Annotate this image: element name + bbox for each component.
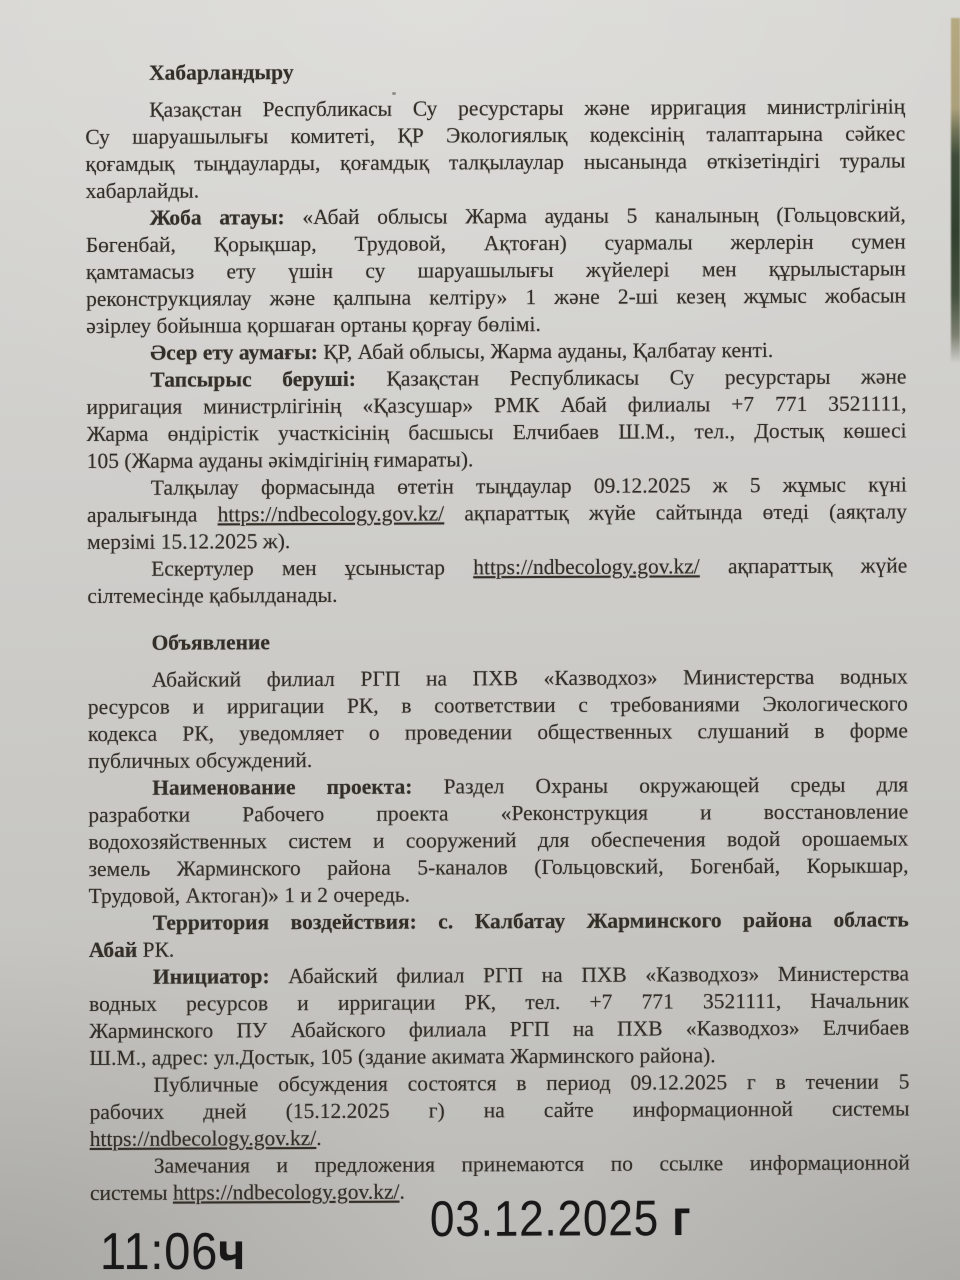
doc-line: Публичные обсуждения состоятся в период 09.12.2025 г в течении 5 [153, 1069, 910, 1097]
line-text: Ескертулер мен ұсыныстар [151, 555, 446, 581]
bold-lead: Инициатор: [152, 964, 270, 989]
ru-announcement-heading: Объявление [151, 630, 270, 655]
doc-line [87, 498, 907, 529]
date-stamp-suffix: г [672, 1189, 692, 1247]
doc-line: Жарма өндірістік участкісінің басшысы Елчибаев Ш.М., тел., Достық көшесі [86, 418, 907, 446]
doc-line: 105 (Жарма ауданы әкімдігінің ғимараты). [86, 447, 474, 473]
ecology-portal-url: https://ndbecology.gov.kz/ [172, 1179, 400, 1205]
ru-paragraph-discussions [89, 1068, 909, 1153]
doc-line [86, 201, 906, 232]
doc-line [89, 933, 909, 964]
bold-lead: Территория воздействия: с. Калбатау Жарминского района область [152, 907, 909, 935]
date-stamp-value: 03.12.2025 [429, 1190, 660, 1247]
line-text: системы [89, 1180, 168, 1205]
doc-line: Замечания и предложения принемаются по ссылке информационной [153, 1150, 910, 1178]
doc-line: сілтемесінде қабылданады. [87, 582, 338, 608]
line-text: . [316, 1125, 322, 1151]
bold-lead: Жоба атауы: [149, 205, 285, 230]
time-stamp-value: 11:06 [100, 1223, 219, 1280]
doc-line: Ш.М., адрес: ул.Достык, 105 (здание акимата Жарминского района). [89, 1043, 716, 1070]
doc-line: мерзімі 15.12.2025 ж). [87, 529, 291, 554]
kk-paragraph-intro [85, 93, 905, 205]
line-text: аралығында [86, 502, 198, 527]
doc-line: рабочих дней (15.12.2025 г) на сайте информационной системы [89, 1096, 910, 1124]
kk-paragraph-hearings [87, 471, 907, 556]
line-text: Қазақстан Республикасы Су ресурстары және [386, 364, 907, 391]
bold-lead: Тапсырыс беруші: [150, 366, 356, 392]
doc-line [89, 906, 909, 937]
doc-line [88, 771, 908, 802]
ecology-portal-url: https://ndbecology.gov.kz/ [473, 554, 700, 580]
kk-paragraph-remarks [87, 552, 907, 610]
ecology-portal-url: https://ndbecology.gov.kz/ [89, 1126, 317, 1151]
line-text: Раздел Охраны окружающей среды для [443, 772, 909, 799]
doc-line [90, 1122, 910, 1153]
kk-paragraph-impact-area [86, 336, 906, 367]
line-text: ақпараттық жүйе [727, 553, 908, 579]
ecology-portal-url: https://ndbecology.gov.kz/ [217, 501, 445, 527]
line-text: Абайский филиал РГП на ПХВ «Казводхоз» Министерства [288, 961, 910, 989]
doc-line: земель Жарминского района 5-каналов (Гольцовский, Богенбай, Корыкшар, [88, 853, 909, 881]
doc-line: разработки Рабочего проекта «Реконструкция и восстановление [88, 799, 909, 827]
kk-paragraph-customer [86, 363, 906, 475]
doc-line [86, 363, 906, 394]
doc-line: әзірлеу бойынша қоршаған ортаны қорғау бөлімі. [86, 312, 541, 338]
bold-lead: Наименование проекта: [152, 774, 413, 800]
doc-line: қоғамдық тыңдауларды, қоғамдық талқылаулар нысанында өткізетіндігі туралы [85, 148, 906, 176]
line-text: ақпараттық жүйе сайтында өтеді (аяқталу [464, 499, 908, 526]
time-stamp-suffix: ч [218, 1223, 247, 1280]
doc-line: публичных обсуждений. [88, 748, 313, 773]
line-text: РК. [142, 937, 175, 962]
date-stamp [430, 1189, 692, 1248]
doc-line: қамтамасыз ету үшін су шаруашылығы жүйелері мен құрылыстарын [85, 256, 906, 284]
kk-paragraph-project-name [86, 201, 907, 340]
ru-paragraph-project-name [88, 771, 909, 910]
doc-line: Қазақстан Республикасы Су ресурстары және ирригация министрлігінің [149, 94, 906, 122]
doc-line: водохозяйственных систем и сооружений для обеспечения водой орошаемых [88, 826, 909, 854]
doc-line: Трудовой, Актоган)» 1 и 2 очередь. [88, 882, 411, 908]
doc-line: водных ресурсов и ирригации РК, тел. +7 771 3521111, Начальник [89, 988, 910, 1016]
time-stamp [100, 1222, 246, 1280]
bold-lead: Әсер ету аумағы: [150, 339, 318, 365]
line-text: «Абай облысы Жарма ауданы 5 каналының (Гольцовский, [302, 202, 906, 230]
doc-line: Су шаруашылығы комитеті, ҚР Экологиялық кодексінің талаптарына сәйкес [85, 121, 906, 149]
doc-line: ресурсов и ирригации РК, в соответствии с требованиями Экологического [87, 691, 908, 719]
ru-paragraph-initiator [89, 960, 909, 1072]
line-text: . [399, 1179, 405, 1204]
bold-text: Абай [88, 937, 138, 962]
doc-line: хабарлайды. [85, 178, 200, 203]
doc-line [89, 960, 909, 991]
ru-paragraph-impact-area [89, 906, 909, 964]
kk-announcement-heading: Хабарландыру [149, 60, 294, 85]
doc-line: реконструкциялау және қалпына келтіру» 1 және 2-ші кезең жұмыс жобасын [85, 283, 907, 311]
doc-line: Бөгенбай, Қорықшар, Трудовой, Ақтоған) суармалы жерлерін сумен [85, 229, 906, 257]
doc-line [86, 336, 906, 367]
doc-line: Талқылау формасында өтетін тыңдаулар 09.12.2025 ж 5 жұмыс күні [150, 472, 907, 500]
paper-edge-background-strip [951, 18, 960, 363]
doc-line: Жарминского ПУ Абайского филиала РГП на ПХВ «Казводхоз» Елчибаев [89, 1015, 910, 1043]
doc-line: ирригация министрлігінің «Қазсушар» РМК Абай филиалы +7 771 3521111, [86, 391, 907, 419]
doc-line: кодекса РК, уведомляет о проведении общественных слушаний в форме [87, 718, 908, 746]
ru-paragraph-intro [88, 663, 908, 775]
doc-line: Абайский филиал РГП на ПХВ «Казводхоз» Министерства водных [151, 664, 908, 692]
line-text: ҚР, Абай облысы, Жарма ауданы, Қалбатау кенті. [323, 337, 774, 364]
document-text [85, 56, 910, 1207]
doc-line [87, 552, 907, 583]
